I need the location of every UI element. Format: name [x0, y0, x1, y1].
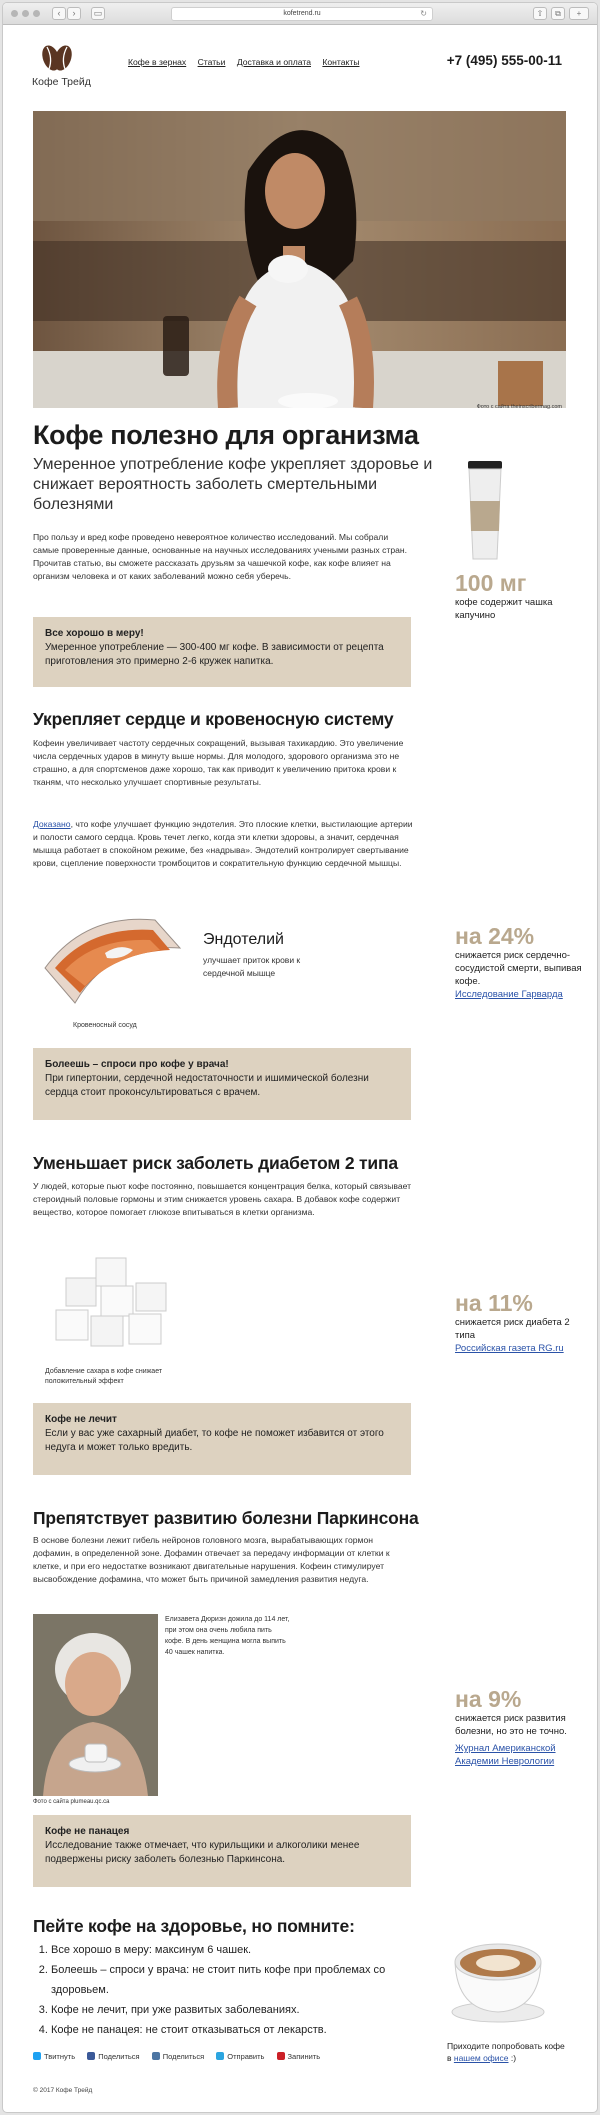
callout-title: Болеешь – спроси про кофе у врача! — [45, 1059, 229, 1070]
section-heart-title: Укрепляет сердце и кровеносную систему — [33, 709, 394, 729]
cup-stat — [455, 570, 565, 622]
parkinson-stat-text: снижается риск развития болезни, но это не точно. — [455, 1713, 567, 1737]
share-twitter-label: Твитнуть — [44, 2052, 76, 2061]
elderly-woman-photo — [33, 1614, 158, 1796]
facebook-icon — [87, 2052, 95, 2060]
summary-list — [51, 1940, 391, 2040]
summary-item: 2. Болеешь – спроси у врача: не стоит пить кофе при проблемах со здоровьем. — [51, 1960, 391, 2000]
callout-title: Кофе не панацея — [45, 1826, 130, 1837]
parkinson-stat-value: на 9% — [455, 1686, 522, 1712]
heart-stat-text: снижается риск сердечно-сосудистой смерти, выпивая кофе. — [455, 950, 582, 987]
diabetes-stat — [455, 1290, 575, 1355]
summary-title: Пейте кофе на здоровье, но помните: — [33, 1916, 355, 1936]
hero-credit: Фото с сайта theinscribermag.com — [476, 404, 562, 410]
nav-item-contacts[interactable]: Контакты — [322, 57, 360, 67]
browser-toolbar — [3, 3, 598, 25]
share-twitter-button[interactable] — [33, 2052, 75, 2061]
section-parkinson-text: В основе болезни лежит гибель нейронов головного мозга, вырабатывающих гормон дофамин, в определенной зоне. Дофамин отвечает за передачу информации от клетки к клетке, и при его недостатке возникают двигательные нарушения. Кофеин стимулирует высвобождение дофамина, что может быть причиной замедления развития недуга. — [33, 1535, 390, 1584]
nav-item-delivery[interactable]: Доставка и оплата — [236, 57, 311, 67]
heart-stat — [455, 923, 590, 1001]
share-vk-button[interactable] — [152, 2052, 204, 2061]
latte-cup-image — [447, 1928, 549, 2026]
callout-text: Если у вас уже сахарный диабет, то кофе не поможет избавится от этого недуга и может только вредить. — [45, 1428, 384, 1453]
our-office-link[interactable]: нашем офисе — [453, 2053, 509, 2063]
summary-item: 3. Кофе не лечит, при уже развитых заболеваниях. — [51, 2000, 391, 2020]
parkinson-stat — [455, 1686, 570, 1768]
pinterest-icon — [277, 2052, 285, 2060]
proven-link[interactable]: Доказано — [33, 819, 71, 829]
callout-box-not-cure — [33, 1403, 411, 1475]
blood-vessel-diagram — [35, 908, 195, 1008]
address-bar[interactable] — [171, 7, 433, 21]
share-bar — [33, 2052, 330, 2061]
share-telegram-button[interactable] — [216, 2052, 264, 2061]
callout-box-moderation — [33, 617, 411, 687]
summary-item: 4. Кофе не панацея: не стоит отказываться от лекарств. — [51, 2020, 391, 2040]
close-window-dot[interactable] — [11, 10, 18, 17]
main-nav — [128, 57, 369, 67]
reload-icon[interactable]: ↻ — [420, 9, 427, 18]
logo-text[interactable]: Кофе Трейд — [32, 76, 91, 88]
callout-title: Кофе не лечит — [45, 1414, 117, 1425]
summary-item: 1. Все хорошо в меру: максинум 6 чашек. — [51, 1940, 391, 1960]
vk-icon — [152, 2052, 160, 2060]
hero-image — [33, 111, 566, 408]
url-text: kofetrend.ru — [283, 10, 321, 17]
new-tab-icon[interactable]: + — [569, 7, 589, 20]
forward-icon[interactable]: › — [67, 7, 81, 20]
diagram-caption: Кровеносный сосуд — [73, 1022, 137, 1029]
share-facebook-label: Поделиться — [98, 2052, 140, 2061]
diabetes-stat-value: на 11% — [455, 1290, 533, 1316]
share-telegram-label: Отправить — [227, 2052, 265, 2061]
section-heart-text-2-body: , что кофе улучшает функцию эндотелия. Это плоские клетки, выстилающие артерии и полости самого сердца. Кровь течет легко, когда эти клетки здоровы, а значит, сердечная мышца работает в спокойном режиме, без «надрыва». Эндотелий контролирует свертывание крови, сцепление поверхности тромбоцитов и сократительную функцию сердечной мышцы. — [33, 819, 413, 868]
nav-item-beans[interactable]: Кофе в зернах — [128, 57, 187, 67]
callout-box-not-panacea — [33, 1815, 411, 1887]
coffee-bean-logo-icon[interactable] — [40, 41, 74, 75]
page-title: Кофе полезно для организма — [33, 420, 419, 450]
diabetes-stat-text: снижается риск диабета 2 типа — [455, 1317, 570, 1341]
minimize-window-dot[interactable] — [22, 10, 29, 17]
photo-credit: Фото с сайта plumeau.qc.ca — [33, 1799, 110, 1805]
diagram-text: улучшает приток крови к сердечной мышце — [203, 955, 301, 978]
phone-number[interactable]: +7 (495) 555-00-11 — [446, 53, 562, 68]
section-diabetes-title: Уменьшает риск заболеть диабетом 2 типа — [33, 1153, 398, 1173]
share-facebook-button[interactable] — [87, 2052, 139, 2061]
cup-stat-value: 100 мг — [455, 570, 527, 596]
share-pinterest-label: Запинить — [287, 2052, 321, 2061]
heart-stat-value: на 24% — [455, 923, 535, 949]
diagram-title: Эндотелий — [203, 931, 284, 948]
telegram-icon — [216, 2052, 224, 2060]
section-heart-text-2 — [33, 818, 413, 870]
photo-text: Елизавета Дюризн дожила до 114 лет, при этом она очень любила пить кофе. В день женщина могла выпить 40 чашек напитка. — [165, 1616, 290, 1656]
twitter-icon — [33, 2052, 41, 2060]
section-parkinson-title: Препятствует развитию болезни Паркинсона — [33, 1508, 419, 1528]
coffee-cup-icon — [465, 461, 505, 561]
section-diabetes-text: У людей, которые пьют кофе постоянно, повышается концентрация белка, который связывает стероидный половые гормоны и этим снижается уровень сахара. В добавок кофе содержит вещество, которое помогает глюкозе впитываться в клетки организма. — [33, 1181, 412, 1217]
callout-box-doctor — [33, 1048, 411, 1120]
sidebar-icon[interactable]: ▭ — [91, 7, 105, 20]
share-pinterest-button[interactable] — [277, 2052, 321, 2061]
cup-stat-text: кофе содержит чашка капучино — [455, 597, 553, 621]
cta-smile: :) — [510, 2053, 517, 2063]
cta-text — [447, 2040, 567, 2064]
callout-text: При гипертонии, сердечной недостаточности и ишимической болезни сердца стоит проконсультироваться с врачем. — [45, 1073, 369, 1098]
rg-link[interactable]: Российская газета RG.ru — [455, 1343, 564, 1354]
callout-title: Все хорошо в меру! — [45, 628, 144, 639]
back-icon[interactable]: ‹ — [52, 7, 66, 20]
section-heart-text-1: Кофеин увеличивает частоту сердечных сокращений, вызывая тахикардию. Это увеличение числа сердечных ударов в минуту выше нормы. Для молодого, здорового организма это не страшно, а для спортсменов даже хорошо, так как приводит к увеличению притока крови к тканям, что несколько улучшает спортивные результаты. — [33, 738, 404, 787]
cta-text-body: Приходите попробовать кофе в — [447, 2041, 565, 2063]
harvard-study-link[interactable]: Исследование Гарварда — [455, 989, 563, 1000]
sugar-caption: Добавление сахара в кофе снижает положительный эффект — [45, 1368, 163, 1385]
callout-text: Исследование также отмечает, что курильщики и алкоголики менее подвержены риску заболеть болезнью Паркинсона. — [45, 1840, 360, 1865]
neurology-journal-link[interactable]: Журнал Американской Академии Неврологии — [455, 1743, 556, 1767]
share-icon[interactable]: ⇧ — [533, 7, 547, 20]
share-vk-label: Поделиться — [162, 2052, 205, 2061]
zoom-window-dot[interactable] — [33, 10, 40, 17]
tabs-icon[interactable]: ⧉ — [551, 7, 565, 20]
callout-text: Умеренное употребление — 300-400 мг кофе. В зависимости от рецепта приготовления это примерно 2-6 кружек напитка. — [45, 642, 384, 667]
intro-text: Про пользу и вред кофе проведено невероятное количество исследований. Мы собрали самые проверенные данные, основанные на научных исследованиях учеными разных стран. Прочитав статью, вы сможете рассказать друзьям за чашечкой кофе, как кофе влияет на организм человека и от каких заболеваний можно себя уберечь. — [33, 532, 408, 581]
browser-window — [2, 2, 598, 2113]
sugar-cubes-image — [41, 1248, 191, 1368]
page-subtitle: Умеренное употребление кофе укрепляет здоровье и снижает вероятность заболеть смертельными болезнями — [33, 456, 433, 513]
nav-item-articles[interactable]: Статьи — [197, 57, 226, 67]
copyright: © 2017 Кофе Трейд — [33, 2087, 93, 2094]
